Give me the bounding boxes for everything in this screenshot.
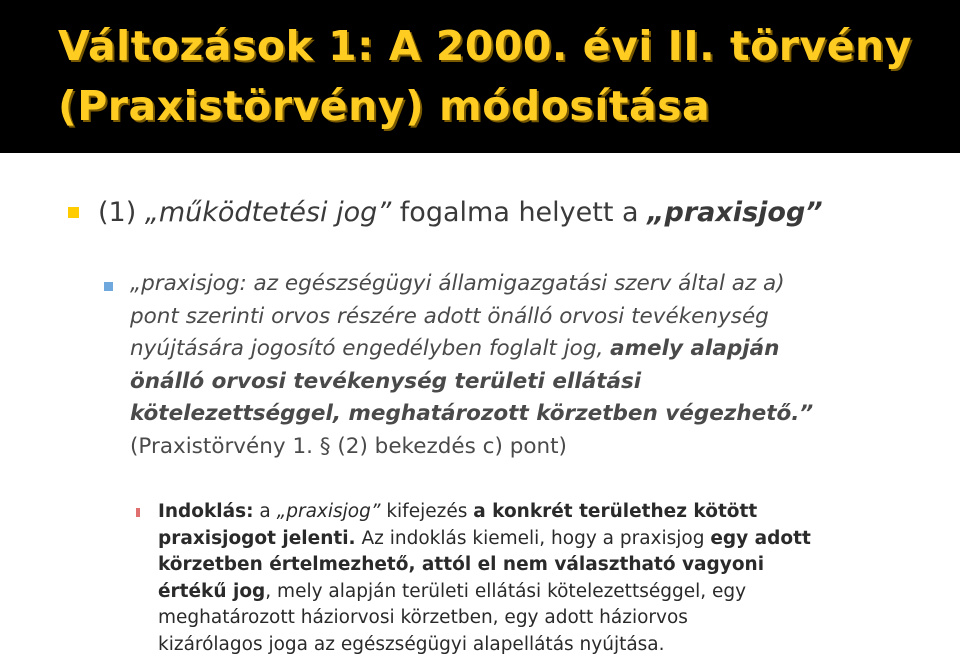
bullet3-l1d: kifejezés (380, 501, 474, 522)
bullet-level-1 (98, 193, 918, 233)
bullet2-line-3b: amely alapján (610, 336, 780, 361)
bullet1-prefix: (1) (98, 197, 145, 228)
bullet2-line-1: „praxisjog: az egészségügyi államigazgatási szerv által az a) (130, 271, 785, 296)
bullet1-term2: „praxisjog” (647, 197, 823, 228)
bullet-square-icon-1 (68, 207, 79, 218)
bullet-level-2 (130, 268, 870, 463)
bullet1-middle: fogalma helyett a (391, 197, 648, 228)
bullet3-l1e: a konkrét területhez kötött (473, 501, 758, 522)
bullet3-l1a: Indoklás: (158, 501, 254, 522)
bullet3-l4a: értékű jog (158, 580, 266, 602)
title-bar (0, 0, 960, 153)
bullet2-line-6: (Praxistörvény 1. § (2) bekezdés c) pont) (130, 433, 567, 459)
bullet3-l1b: a (253, 501, 277, 522)
bullet3-l1c: „praxisjog” (276, 501, 381, 522)
slide-title-line-2: (Praxistörvény) módosítása (58, 82, 711, 130)
bullet-level-3 (158, 499, 898, 658)
bullet2-line-4: önálló orvosi tevékenység területi ellátási (130, 368, 642, 394)
slide-title-line-1: Változások 1: A 2000. évi II. törvény (58, 22, 912, 70)
bullet1-term: „működtetési jog” (144, 197, 392, 228)
bullet3-l6: kizárólagos joga az egészségügyi alapellátás nyújtása. (158, 633, 665, 655)
bullet3-l4b: , mely alapján területi ellátási kötelezettséggel, egy (265, 580, 747, 602)
bullet2-line-2: pont szerinti orvos részére adott önálló orvosi tevékenység (130, 303, 769, 329)
bullet3-l2b: Az indoklás kiemeli, hogy a praxisjog (355, 527, 711, 549)
bullet3-l5: meghatározott háziorvosi körzetben, egy adott háziorvos (158, 607, 688, 628)
bullet-square-icon-3 (136, 508, 140, 517)
bullet2-line-3a: nyújtására jogosító engedélyben foglalt jog, (130, 336, 611, 361)
bullet-square-icon-2 (104, 282, 113, 291)
bullet2-line-5: kötelezettséggel, meghatározott körzetben végezhető.” (130, 401, 814, 426)
bullet3-l3: körzetben értelmezhető, attól el nem választható vagyoni (158, 554, 765, 575)
bullet3-l2a: praxisjogot jelenti. (158, 527, 356, 549)
bullet3-l2c: egy adott (710, 527, 811, 549)
